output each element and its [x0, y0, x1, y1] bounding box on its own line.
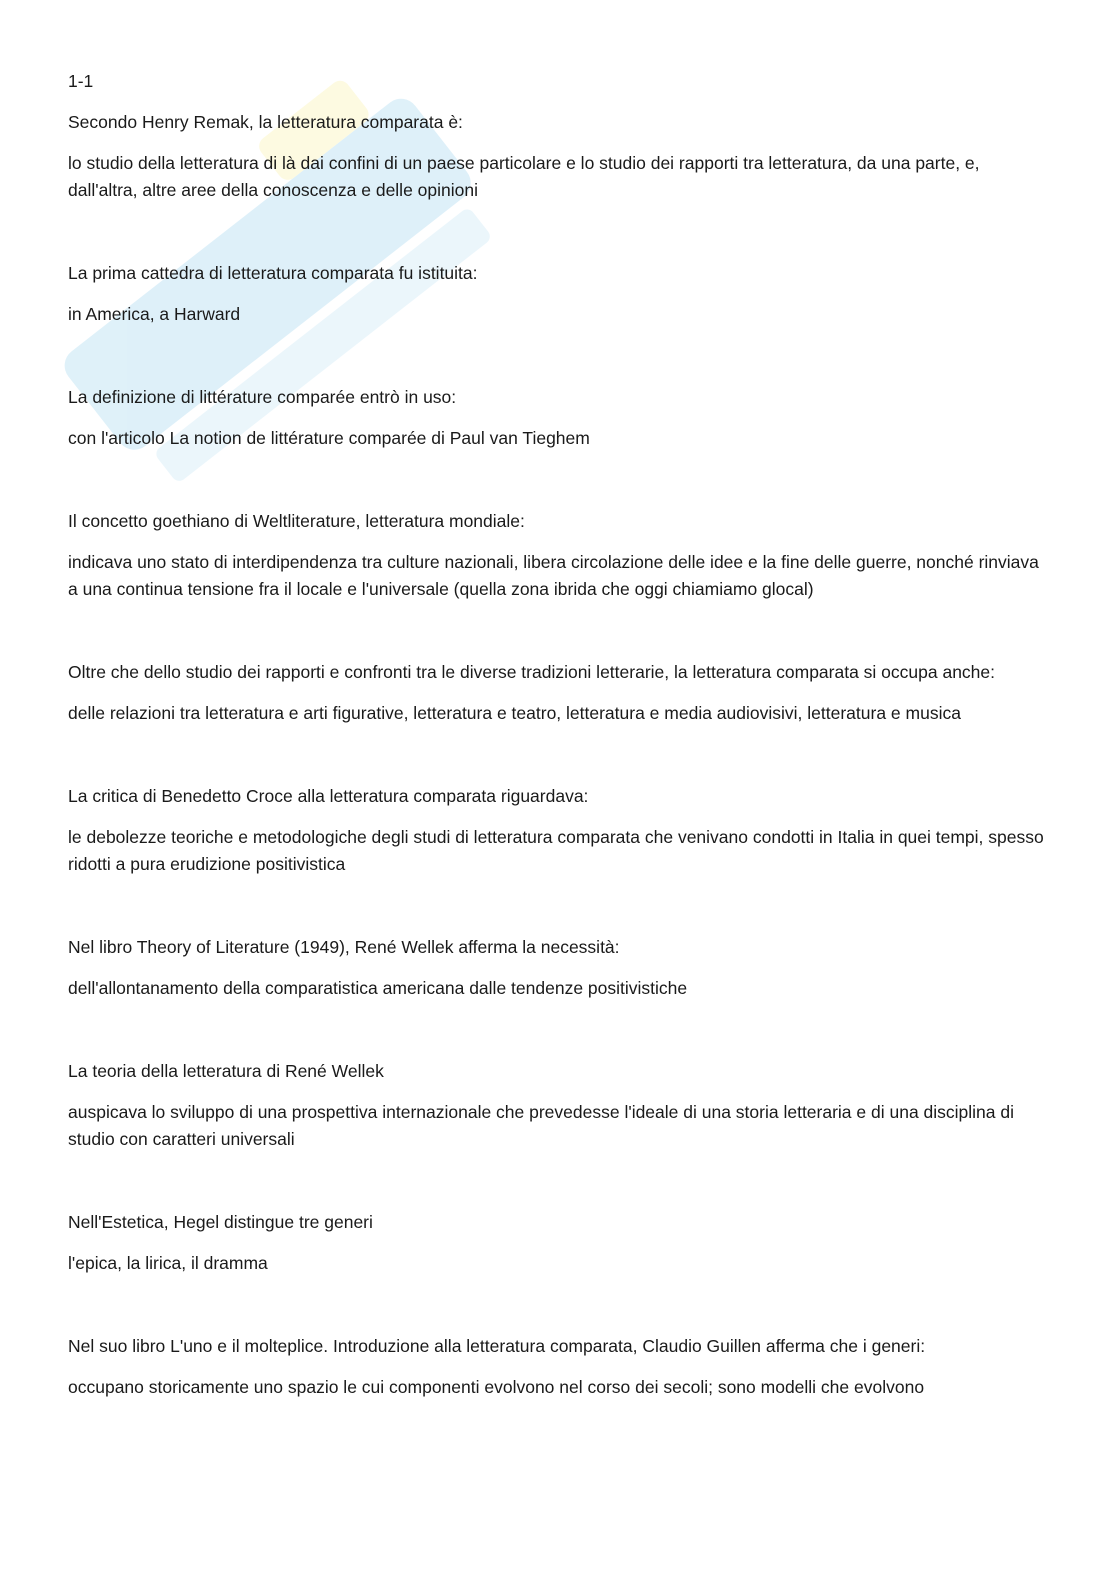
- answer-text: l'epica, la lirica, il dramma: [68, 1253, 268, 1273]
- answer-text: dell'allontanamento della comparatistica americana dalle tendenze positivistiche: [68, 978, 688, 998]
- answer-text: auspicava lo sviluppo di una prospettiva internazionale che prevedesse l'ideale di una storia letteraria e di una disciplina di studio con caratteri universali: [68, 1102, 1015, 1149]
- qa-item: [68, 783, 1048, 878]
- question-text: La teoria della letteratura di René Wellek: [68, 1061, 384, 1081]
- qa-item: [68, 1058, 1048, 1153]
- question-text: Nel suo libro L'uno e il molteplice. Introduzione alla letteratura comparata, Claudio Guillen afferma che i generi:: [68, 1336, 926, 1356]
- qa-item: [68, 384, 1048, 452]
- question-text: Nell'Estetica, Hegel distingue tre generi: [68, 1212, 373, 1232]
- answer-text: con l'articolo La notion de littérature comparée di Paul van Tieghem: [68, 428, 590, 448]
- question-text: La prima cattedra di letteratura comparata fu istituita:: [68, 263, 478, 283]
- qa-item: [68, 1333, 1048, 1401]
- qa-item: [68, 109, 1048, 204]
- question-text: Oltre che dello studio dei rapporti e confronti tra le diverse tradizioni letterarie, la letteratura comparata si occupa anche:: [68, 662, 996, 682]
- answer-text: indicava uno stato di interdipendenza tra culture nazionali, libera circolazione delle idee e la fine delle guerre, nonché rinviava a una continua tensione fra il locale e l'universale (quella zona ibrida che oggi chiamiamo glocal): [68, 552, 1039, 599]
- question-text: Secondo Henry Remak, la letteratura comparata è:: [68, 112, 463, 132]
- answer-text: le debolezze teoriche e metodologiche degli studi di letteratura comparata che venivano condotti in Italia in quei tempi, spesso ridotti a pura erudizione positivistica: [68, 827, 1044, 874]
- answer-text: lo studio della letteratura di là dai confini di un paese particolare e lo studio dei rapporti tra letteratura, da una parte, e, dall'altra, altre aree della conoscenza e delle opinioni: [68, 153, 980, 200]
- question-text: La critica di Benedetto Croce alla letteratura comparata riguardava:: [68, 786, 589, 806]
- page-number: 1-1: [68, 71, 94, 91]
- answer-text: occupano storicamente uno spazio le cui componenti evolvono nel corso dei secoli; sono modelli che evolvono: [68, 1377, 925, 1397]
- question-text: Nel libro Theory of Literature (1949), René Wellek afferma la necessità:: [68, 937, 620, 957]
- document-content: [68, 68, 1048, 1457]
- qa-item: [68, 1209, 1048, 1277]
- answer-text: in America, a Harward: [68, 304, 241, 324]
- qa-item: [68, 508, 1048, 603]
- answer-text: delle relazioni tra letteratura e arti figurative, letteratura e teatro, letteratura e media audiovisivi, letteratura e musica: [68, 703, 961, 723]
- question-text: Il concetto goethiano di Weltliterature, letteratura mondiale:: [68, 511, 525, 531]
- qa-item: [68, 934, 1048, 1002]
- qa-item: [68, 260, 1048, 328]
- question-text: La definizione di littérature comparée entrò in uso:: [68, 387, 457, 407]
- qa-item: [68, 659, 1048, 727]
